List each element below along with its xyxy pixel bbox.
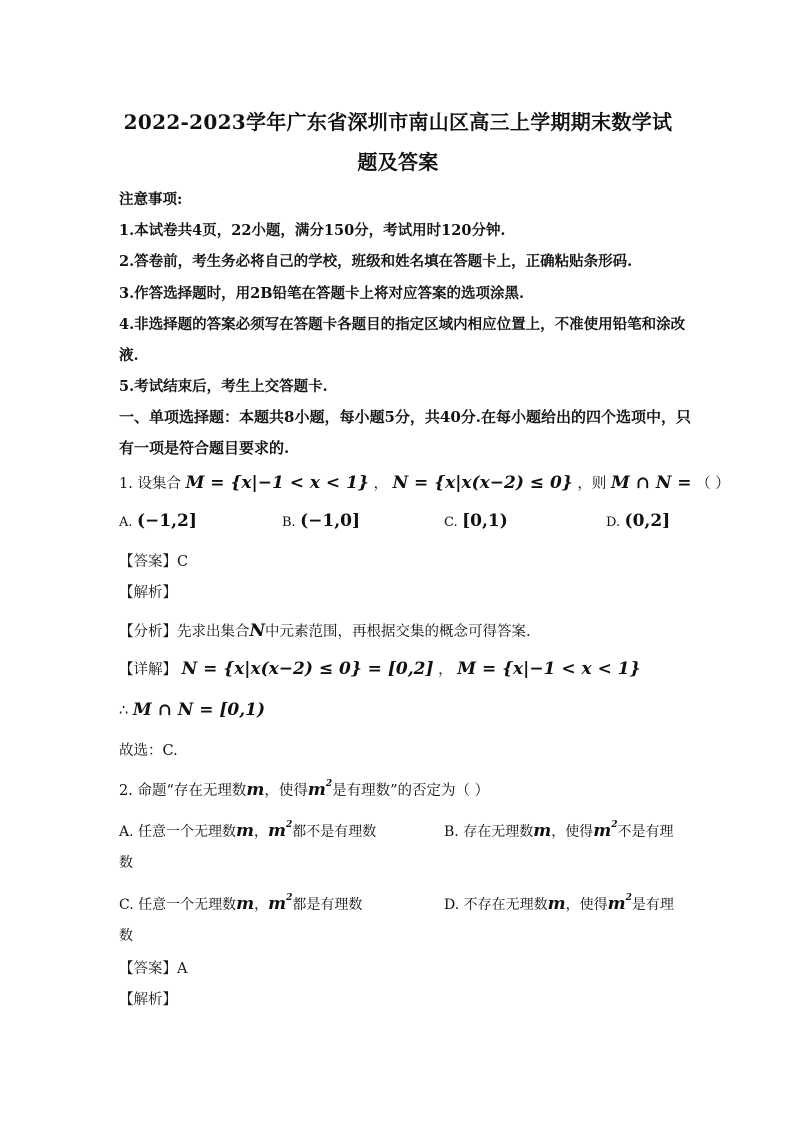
- q1-option-a-letter: A.: [119, 515, 133, 530]
- notice-item-4-wrap: 液.: [119, 347, 139, 364]
- notice-item-1: 1.本试卷共4页，22小题，满分150分，考试用时120分钟.: [119, 222, 506, 239]
- q2-option-b-wrap: 数: [119, 855, 133, 871]
- q2-stem-prefix: 2. 命题“存在无理数: [119, 783, 247, 799]
- q1-answer: 【答案】C: [119, 554, 189, 570]
- q2-var-m2: m: [307, 780, 326, 800]
- q2-option-b-suffix: 不是有理: [617, 824, 674, 840]
- q1-detail-n: N = {x|x(x−2) ≤ 0} = [0,2]: [181, 659, 434, 679]
- q2-option-c-prefix: C. 任意一个无理数: [119, 897, 237, 913]
- q1-detail-m: M = {x|−1 < x < 1}: [457, 659, 641, 679]
- q2-var-m: m: [246, 780, 265, 800]
- exam-title-line2: 题及答案: [357, 150, 439, 174]
- q1-option-d-value: (0,2]: [624, 511, 671, 531]
- q2-option-b: [444, 820, 673, 841]
- question-1-stem: [119, 472, 730, 493]
- q2-option-d-m2: m: [607, 894, 626, 914]
- q1-analysis-suffix: 中元素范围，再根据交集的概念可得答案.: [265, 624, 531, 640]
- section-heading-line2: 有一项是符合题目要求的.: [119, 439, 290, 457]
- q2-option-b-m2: m: [593, 821, 612, 841]
- q2-option-a: [119, 820, 376, 841]
- q2-answer: 【答案】A: [119, 961, 188, 977]
- q1-set-n: N = {x|x(x−2) ≤ 0}: [392, 473, 573, 493]
- q2-exponent: 2: [325, 779, 333, 789]
- q1-analysis: [119, 620, 531, 641]
- q1-analysis-var: N: [249, 621, 266, 641]
- q2-stem-suffix: 是有理数”的否定为（ ）: [332, 783, 490, 799]
- q2-option-d: [444, 893, 674, 914]
- notice-item-5: 5.考试结束后，考生上交答题卡.: [119, 378, 328, 395]
- q1-expr: M ∩ N =: [610, 473, 692, 493]
- question-2-stem: [119, 779, 489, 800]
- q2-option-b-prefix: B. 存在无理数: [444, 824, 534, 840]
- exam-title-line1: 2022-2023学年广东省深圳市南山区高三上学期期末数学试: [123, 110, 673, 134]
- q1-detail: [119, 658, 641, 679]
- q2-option-c-comma: ，: [254, 897, 269, 913]
- q2-option-d-prefix: D. 不存在无理数: [444, 897, 548, 913]
- q2-option-a-suffix: 都不是有理数: [292, 824, 377, 840]
- q1-option-c-value: [0,1): [462, 511, 508, 531]
- q1-analysis-prefix: 【分析】先求出集合: [119, 624, 250, 640]
- q1-sep: ，: [373, 476, 388, 492]
- notice-item-2: 2.答卷前，考生务必将自己的学校，班级和姓名填在答题卡上，正确粘贴条形码.: [119, 253, 633, 270]
- q1-blank: （ ）: [696, 476, 730, 492]
- q1-then: ，则: [577, 476, 607, 492]
- q1-analysis-tag: 【解析】: [119, 585, 177, 601]
- q2-option-c-exp: 2: [286, 893, 293, 903]
- q1-detail-sep: ，: [438, 662, 453, 678]
- q2-analysis-tag: 【解析】: [119, 992, 177, 1008]
- q2-option-d-m: m: [547, 894, 566, 914]
- q2-option-c-m: m: [236, 894, 255, 914]
- q2-option-a-exp: 2: [286, 820, 293, 830]
- q2-option-d-mid: ，使得: [565, 897, 608, 913]
- q2-option-d-wrap: 数: [119, 928, 133, 944]
- q1-set-m: M = {x|−1 < x < 1}: [185, 473, 369, 493]
- q2-option-b-exp: 2: [611, 820, 618, 830]
- q1-option-b-value: (−1,0]: [300, 511, 361, 531]
- q2-stem-mid: ，使得: [264, 783, 308, 799]
- section-heading-line1: 一、单项选择题：本题共8小题，每小题5分，共40分.在每小题给出的四个选项中，只: [119, 408, 691, 426]
- q2-option-a-m: m: [236, 821, 255, 841]
- q2-option-b-m: m: [533, 821, 552, 841]
- q2-option-c-m2: m: [268, 894, 287, 914]
- q2-option-a-prefix: A. 任意一个无理数: [119, 824, 237, 840]
- q1-result: [119, 700, 265, 720]
- q1-option-d: [606, 511, 670, 531]
- q2-option-c-suffix: 都是有理数: [292, 897, 363, 913]
- q1-option-d-letter: D.: [606, 515, 621, 530]
- therefore-symbol: ∴: [119, 703, 129, 719]
- q1-option-c-letter: C.: [444, 515, 458, 530]
- notice-heading: 注意事项:: [119, 191, 183, 208]
- q2-option-d-suffix: 是有理: [631, 897, 674, 913]
- notice-item-3: 3.作答选择题时，用2B铅笔在答题卡上将对应答案的选项涂黑.: [119, 285, 525, 302]
- q2-option-d-exp: 2: [625, 893, 632, 903]
- q2-option-a-comma: ，: [254, 824, 269, 840]
- q1-result-expr: M ∩ N = [0,1): [132, 700, 266, 720]
- q1-option-a: [119, 511, 197, 531]
- q1-detail-tag: 【详解】: [119, 662, 177, 678]
- q1-option-c: [444, 511, 508, 531]
- notice-item-4: 4.非选择题的答案必须写在答题卡各题目的指定区域内相应位置上，不准使用铅笔和涂改: [119, 316, 686, 333]
- q1-prefix: 1. 设集合: [119, 476, 181, 492]
- q1-option-b-letter: B.: [282, 515, 296, 530]
- q2-option-c: [119, 893, 362, 914]
- q2-option-a-m2: m: [268, 821, 287, 841]
- q1-option-b: [282, 511, 360, 531]
- q1-option-a-value: (−1,2]: [136, 511, 197, 531]
- q2-option-b-mid: ，使得: [551, 824, 594, 840]
- q1-choice: 故选：C.: [119, 743, 178, 759]
